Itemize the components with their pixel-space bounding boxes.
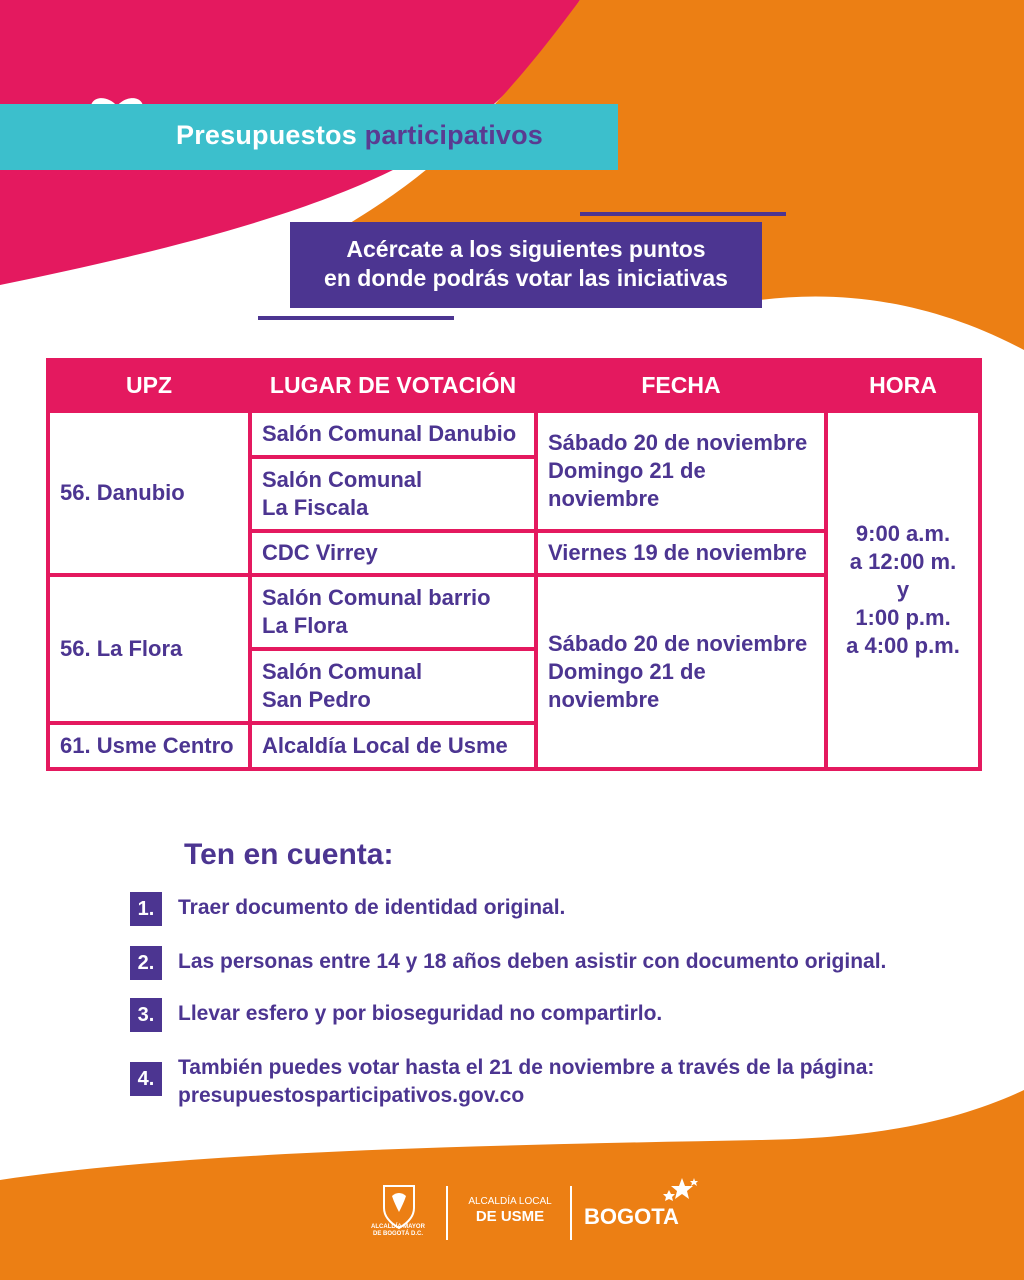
note-text: Traer documento de identidad original. [178,896,566,919]
lugar-cell [252,459,534,529]
hora-line-3: y [896,577,910,602]
note-text [178,1054,874,1110]
fecha-line-2: Domingo 21 de noviembre [548,458,706,511]
fecha-line-2: Domingo 21 de noviembre [548,659,706,712]
fecha-line-1: Sábado 20 de noviembre [548,430,808,455]
subtitle-line-2: en donde podrás votar las iniciativas [324,265,728,291]
lugar-line-1: Salón Comunal Danubio [262,421,517,446]
footer-logos [360,1176,720,1248]
note-text: Las personas entre 14 y 18 años deben asistir con documento original. [178,950,887,973]
note-number: 1. [130,892,162,926]
page-title [176,120,543,151]
fecha-line-1: Viernes 19 de noviembre [548,540,807,565]
lugar-cell [252,725,534,767]
hora-line-1: 9:00 a.m. [855,521,951,546]
fecha-cell [538,533,824,573]
lugar-cell [252,533,534,573]
bogota-logo-text: BOGOTA [584,1204,679,1229]
hora-line-5: a 4:00 p.m. [846,633,960,658]
lugar-line-1: Salón Comunal barrio [262,585,491,610]
note-number: 2. [130,946,162,980]
lugar-cell [252,413,534,455]
decor-line-bottom [258,316,454,320]
notes-title: Ten en cuenta: [184,838,394,871]
header-fecha: FECHA [538,362,824,409]
footer-divider [570,1186,572,1240]
fecha-cell [538,577,824,767]
alcaldia-mayor-line-2: DE BOGOTÁ D.C. [372,1231,423,1237]
lugar-line-1: Salón Comunal [262,467,423,492]
upz-cell: 61. Usme Centro [50,725,248,767]
header-hora: HORA [828,362,978,409]
voting-table [46,358,982,771]
title-part-2: participativos [364,120,544,150]
alcaldia-local-label: ALCALDÍA LOCAL [468,1196,552,1207]
hora-line-4: 1:00 p.m. [855,605,951,630]
alcaldia-mayor-logo-text [360,1224,436,1238]
note-text-line-1: También puedes votar hasta el 21 de noviembre a través de la página: [178,1056,875,1079]
lugar-line-2: La Flora [262,613,348,638]
stars-icon [660,1176,700,1210]
hora-cell [828,413,978,767]
decor-line-top [580,212,786,216]
lugar-line-2: La Fiscala [262,495,369,520]
usme-label: DE USME [475,1208,545,1225]
footer-divider [446,1186,448,1240]
header-lugar: LUGAR DE VOTACIÓN [252,362,534,409]
table-row [50,413,978,455]
website-link[interactable]: presupuestosparticipativos.gov.co [178,1084,525,1107]
title-part-1: Presupuestos [176,120,357,150]
alcaldia-mayor-line-1: ALCALDÍA MAYOR [371,1224,425,1230]
lugar-line-1: Salón Comunal [262,659,423,684]
upz-cell: 56. Danubio [50,413,248,573]
lugar-line-2: San Pedro [262,687,371,712]
hora-line-2: a 12:00 m. [849,549,957,574]
subtitle-line-1: Acércate a los siguientes puntos [346,236,706,262]
fecha-line-1: Sábado 20 de noviembre [548,631,808,656]
header-upz: UPZ [50,362,248,409]
note-text: Llevar esfero y por bioseguridad no compartirlo. [178,1002,663,1025]
lugar-line-1: Alcaldía Local de Usme [262,733,508,758]
note-number: 3. [130,998,162,1032]
lugar-line-1: CDC Virrey [262,540,378,565]
lugar-cell [252,651,534,721]
lugar-cell [252,577,534,647]
subtitle [290,235,762,293]
upz-cell: 56. La Flora [50,577,248,721]
note-number: 4. [130,1062,162,1096]
fecha-cell [538,413,824,529]
table-header-row [50,362,978,409]
